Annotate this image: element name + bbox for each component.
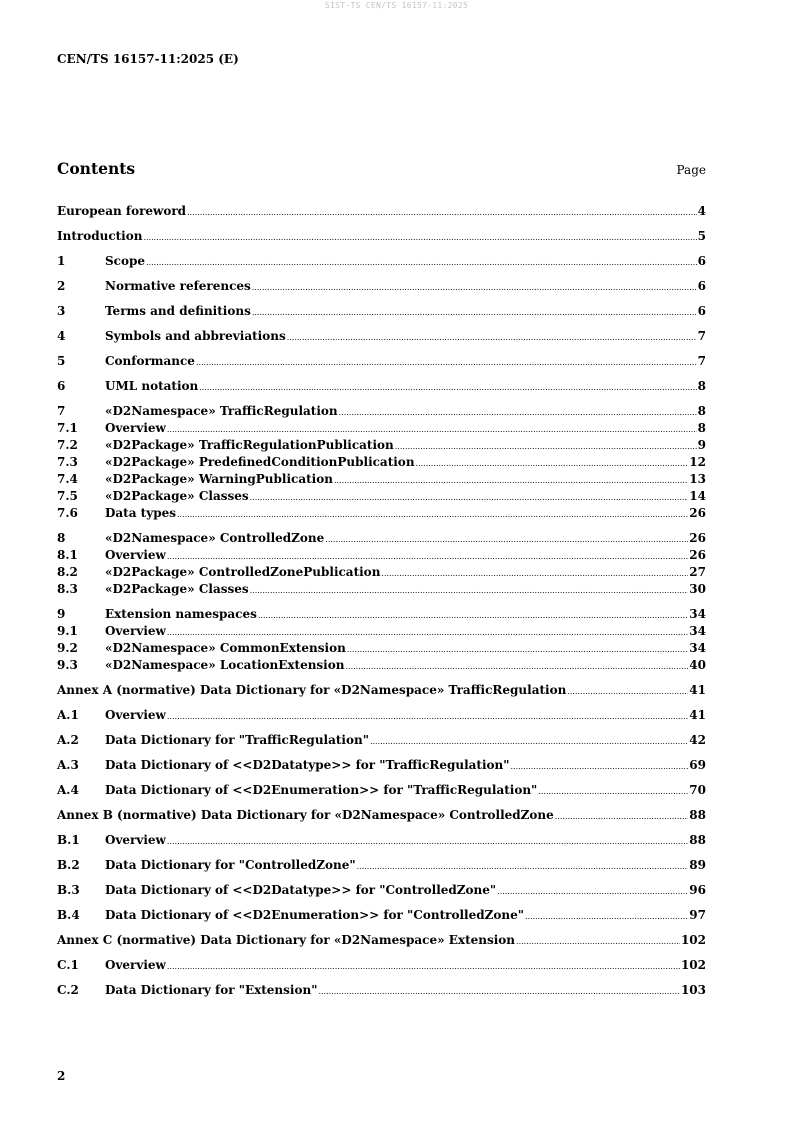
toc-entry-number: 2 <box>57 279 66 293</box>
toc-dot-leader <box>167 547 688 565</box>
toc-entry-page: 27 <box>689 565 706 579</box>
toc-dot-leader <box>143 228 696 246</box>
toc-entry[interactable] <box>57 707 706 724</box>
toc-entry-title: Data Dictionary of <<D2Enumeration>> for "TrafficRegulation" <box>105 783 538 797</box>
toc-entry-title: Overview <box>105 833 166 847</box>
watermark: SIST-TS CEN/TS 16157-11:2025 <box>324 1 469 10</box>
toc-entry-page: 6 <box>697 254 706 268</box>
toc-dot-leader <box>196 353 697 371</box>
toc-entry-page: 7 <box>697 354 706 368</box>
toc-entry-page: 6 <box>697 304 706 318</box>
toc-dot-leader <box>370 732 688 750</box>
toc-entry-number: 9.2 <box>57 641 78 655</box>
toc-entry[interactable] <box>57 471 706 488</box>
toc-entry-number: 7.5 <box>57 489 78 503</box>
toc-entry-page: 8 <box>697 421 706 435</box>
toc-dot-leader <box>252 303 697 321</box>
toc-entry-page: 102 <box>680 933 706 947</box>
toc-entry-number: 8.3 <box>57 582 78 596</box>
toc-entry-page: 13 <box>689 472 706 486</box>
contents-heading: Contents <box>57 159 136 178</box>
toc-entry-number: 8 <box>57 531 66 545</box>
toc-entry-title: «D2Package» PredefinedConditionPublication <box>105 455 415 469</box>
toc-entry[interactable] <box>57 657 706 674</box>
table-of-contents <box>57 203 706 999</box>
toc-entry-title: «D2Namespace» TrafficRegulation <box>105 404 338 418</box>
toc-entry[interactable] <box>57 682 706 699</box>
toc-dot-leader <box>555 807 689 825</box>
toc-entry-number: 9.1 <box>57 624 78 638</box>
toc-entry[interactable] <box>57 328 706 345</box>
toc-entry-title: Data Dictionary of <<D2Enumeration>> for "ControlledZone" <box>105 908 524 922</box>
toc-entry-title: Annex A (normative) Data Dictionary for «D2Namespace» TrafficRegulation <box>57 683 567 697</box>
toc-entry-number: 7.1 <box>57 421 78 435</box>
toc-entry[interactable] <box>57 420 706 437</box>
toc-entry-title: Data Dictionary of <<D2Datatype>> for "ControlledZone" <box>105 883 497 897</box>
toc-entry[interactable] <box>57 732 706 749</box>
toc-entry-title: «D2Namespace» CommonExtension <box>105 641 346 655</box>
toc-entry[interactable] <box>57 581 706 598</box>
toc-entry[interactable] <box>57 782 706 799</box>
toc-entry-number: 7.3 <box>57 455 78 469</box>
toc-entry[interactable] <box>57 564 706 581</box>
toc-entry-page: 89 <box>689 858 706 872</box>
toc-dot-leader <box>187 203 697 221</box>
toc-entry-number: 9 <box>57 607 66 621</box>
toc-entry-page: 41 <box>689 683 706 697</box>
toc-entry-number: B.1 <box>57 833 80 847</box>
toc-entry-page: 4 <box>697 204 706 218</box>
toc-entry[interactable] <box>57 832 706 849</box>
toc-entry-title: «D2Package» Classes <box>105 489 249 503</box>
toc-entry-page: 8 <box>697 379 706 393</box>
toc-dot-leader <box>357 857 689 875</box>
toc-entry-title: Terms and definitions <box>105 304 251 318</box>
toc-entry-number: 3 <box>57 304 66 318</box>
toc-entry[interactable] <box>57 437 706 454</box>
toc-entry-page: 70 <box>689 783 706 797</box>
toc-entry-page: 69 <box>689 758 706 772</box>
toc-dot-leader <box>416 454 689 472</box>
toc-entry-page: 5 <box>697 229 706 243</box>
toc-entry-title: Introduction <box>57 229 143 243</box>
toc-entry-title: «D2Package» Classes <box>105 582 249 596</box>
toc-entry-number: B.2 <box>57 858 80 872</box>
toc-entry[interactable] <box>57 807 706 824</box>
toc-entry-title: Overview <box>105 421 166 435</box>
document-id: CEN/TS 16157-11:2025 (E) <box>57 52 239 66</box>
toc-entry-title: Overview <box>105 958 166 972</box>
toc-dot-leader <box>325 530 688 548</box>
toc-entry-page: 26 <box>689 506 706 520</box>
toc-entry-number: 7 <box>57 404 66 418</box>
toc-entry-number: 7.6 <box>57 506 78 520</box>
toc-dot-leader <box>167 420 697 438</box>
toc-entry-title: Extension namespaces <box>105 607 257 621</box>
toc-dot-leader <box>525 907 688 925</box>
toc-dot-leader <box>516 932 680 950</box>
toc-entry-page: 34 <box>689 624 706 638</box>
toc-dot-leader <box>497 882 688 900</box>
toc-entry-number: A.1 <box>57 708 79 722</box>
toc-dot-leader <box>345 657 688 675</box>
toc-entry-title: Data types <box>105 506 176 520</box>
toc-entry-page: 96 <box>689 883 706 897</box>
toc-dot-leader <box>318 982 679 1000</box>
toc-dot-leader <box>252 278 697 296</box>
toc-dot-leader <box>167 707 688 725</box>
toc-entry-title: Scope <box>105 254 146 268</box>
toc-entry-title: Normative references <box>105 279 251 293</box>
toc-dot-leader <box>146 253 697 271</box>
toc-entry-page: 103 <box>680 983 706 997</box>
toc-entry-title: Overview <box>105 624 166 638</box>
toc-entry-number: 8.1 <box>57 548 78 562</box>
toc-entry[interactable] <box>57 757 706 774</box>
toc-dot-leader <box>199 378 696 396</box>
toc-entry-number: 1 <box>57 254 66 268</box>
toc-entry-title: Overview <box>105 548 166 562</box>
toc-entry[interactable] <box>57 882 706 899</box>
toc-entry[interactable] <box>57 640 706 657</box>
toc-entry-title: Annex C (normative) Data Dictionary for «D2Namespace» Extension <box>57 933 516 947</box>
toc-entry-number: 4 <box>57 329 66 343</box>
toc-dot-leader <box>250 488 689 506</box>
toc-dot-leader <box>538 782 688 800</box>
toc-dot-leader <box>567 682 688 700</box>
toc-entry-page: 88 <box>689 808 706 822</box>
toc-entry-number: 7.2 <box>57 438 78 452</box>
toc-entry-title: UML notation <box>105 379 199 393</box>
toc-dot-leader <box>381 564 688 582</box>
toc-entry-page: 12 <box>689 455 706 469</box>
toc-entry-number: 6 <box>57 379 66 393</box>
toc-entry-title: European foreword <box>57 204 187 218</box>
toc-entry-page: 34 <box>689 607 706 621</box>
toc-entry-page: 30 <box>689 582 706 596</box>
toc-entry[interactable] <box>57 957 706 974</box>
toc-entry-title: «D2Package» TrafficRegulationPublication <box>105 438 394 452</box>
toc-dot-leader <box>167 623 688 641</box>
toc-entry-title: Data Dictionary for "ControlledZone" <box>105 858 356 872</box>
toc-entry-title: «D2Package» ControlledZonePublication <box>105 565 381 579</box>
toc-entry-title: Annex B (normative) Data Dictionary for «D2Namespace» ControlledZone <box>57 808 554 822</box>
toc-dot-leader <box>511 757 689 775</box>
toc-entry[interactable] <box>57 547 706 564</box>
toc-dot-leader <box>287 328 697 346</box>
toc-entry-title: Symbols and abbreviations <box>105 329 286 343</box>
toc-dot-leader <box>339 403 697 421</box>
toc-entry-title: Data Dictionary of <<D2Datatype>> for "TrafficRegulation" <box>105 758 510 772</box>
toc-entry[interactable] <box>57 488 706 505</box>
toc-entry-number: 5 <box>57 354 66 368</box>
toc-entry-title: Overview <box>105 708 166 722</box>
toc-dot-leader <box>167 957 680 975</box>
toc-entry-number: B.3 <box>57 883 80 897</box>
toc-entry[interactable] <box>57 228 706 245</box>
toc-entry[interactable] <box>57 623 706 640</box>
toc-entry[interactable] <box>57 505 706 522</box>
toc-entry-page: 40 <box>689 658 706 672</box>
toc-entry-number: C.1 <box>57 958 79 972</box>
toc-entry[interactable] <box>57 857 706 874</box>
toc-entry-page: 9 <box>697 438 706 452</box>
page-number: 2 <box>57 1069 66 1083</box>
toc-entry-page: 6 <box>697 279 706 293</box>
toc-entry-page: 26 <box>689 548 706 562</box>
toc-entry-page: 7 <box>697 329 706 343</box>
toc-entry-page: 102 <box>680 958 706 972</box>
toc-entry-page: 26 <box>689 531 706 545</box>
toc-entry[interactable] <box>57 253 706 270</box>
toc-entry[interactable] <box>57 203 706 220</box>
toc-entry-page: 41 <box>689 708 706 722</box>
toc-entry-number: B.4 <box>57 908 80 922</box>
toc-dot-leader <box>334 471 688 489</box>
toc-entry-page: 97 <box>689 908 706 922</box>
toc-dot-leader <box>167 832 688 850</box>
toc-entry-page: 34 <box>689 641 706 655</box>
toc-entry[interactable] <box>57 454 706 471</box>
toc-dot-leader <box>347 640 689 658</box>
toc-entry-number: C.2 <box>57 983 79 997</box>
toc-entry-number: 7.4 <box>57 472 78 486</box>
toc-dot-leader <box>177 505 688 523</box>
toc-entry[interactable] <box>57 907 706 924</box>
toc-entry-page: 14 <box>689 489 706 503</box>
toc-entry[interactable] <box>57 278 706 295</box>
toc-entry[interactable] <box>57 982 706 999</box>
toc-entry-page: 8 <box>697 404 706 418</box>
toc-dot-leader <box>395 437 697 455</box>
toc-entry-number: A.2 <box>57 733 79 747</box>
toc-entry[interactable] <box>57 303 706 320</box>
toc-entry-number: 8.2 <box>57 565 78 579</box>
toc-entry[interactable] <box>57 530 706 547</box>
toc-entry-title: Conformance <box>105 354 195 368</box>
page-column-label: Page <box>676 163 706 177</box>
toc-entry[interactable] <box>57 932 706 949</box>
toc-entry[interactable] <box>57 606 706 623</box>
toc-entry-page: 88 <box>689 833 706 847</box>
toc-entry[interactable] <box>57 403 706 420</box>
toc-dot-leader <box>258 606 688 624</box>
toc-entry-title: Data Dictionary for "Extension" <box>105 983 318 997</box>
toc-entry[interactable] <box>57 353 706 370</box>
toc-entry[interactable] <box>57 378 706 395</box>
toc-entry-number: A.3 <box>57 758 79 772</box>
toc-entry-title: «D2Namespace» LocationExtension <box>105 658 345 672</box>
toc-dot-leader <box>250 581 689 599</box>
toc-entry-page: 42 <box>689 733 706 747</box>
toc-entry-number: 9.3 <box>57 658 78 672</box>
toc-entry-title: «D2Package» WarningPublication <box>105 472 333 486</box>
toc-entry-title: Data Dictionary for "TrafficRegulation" <box>105 733 369 747</box>
toc-entry-number: A.4 <box>57 783 79 797</box>
toc-entry-title: «D2Namespace» ControlledZone <box>105 531 325 545</box>
